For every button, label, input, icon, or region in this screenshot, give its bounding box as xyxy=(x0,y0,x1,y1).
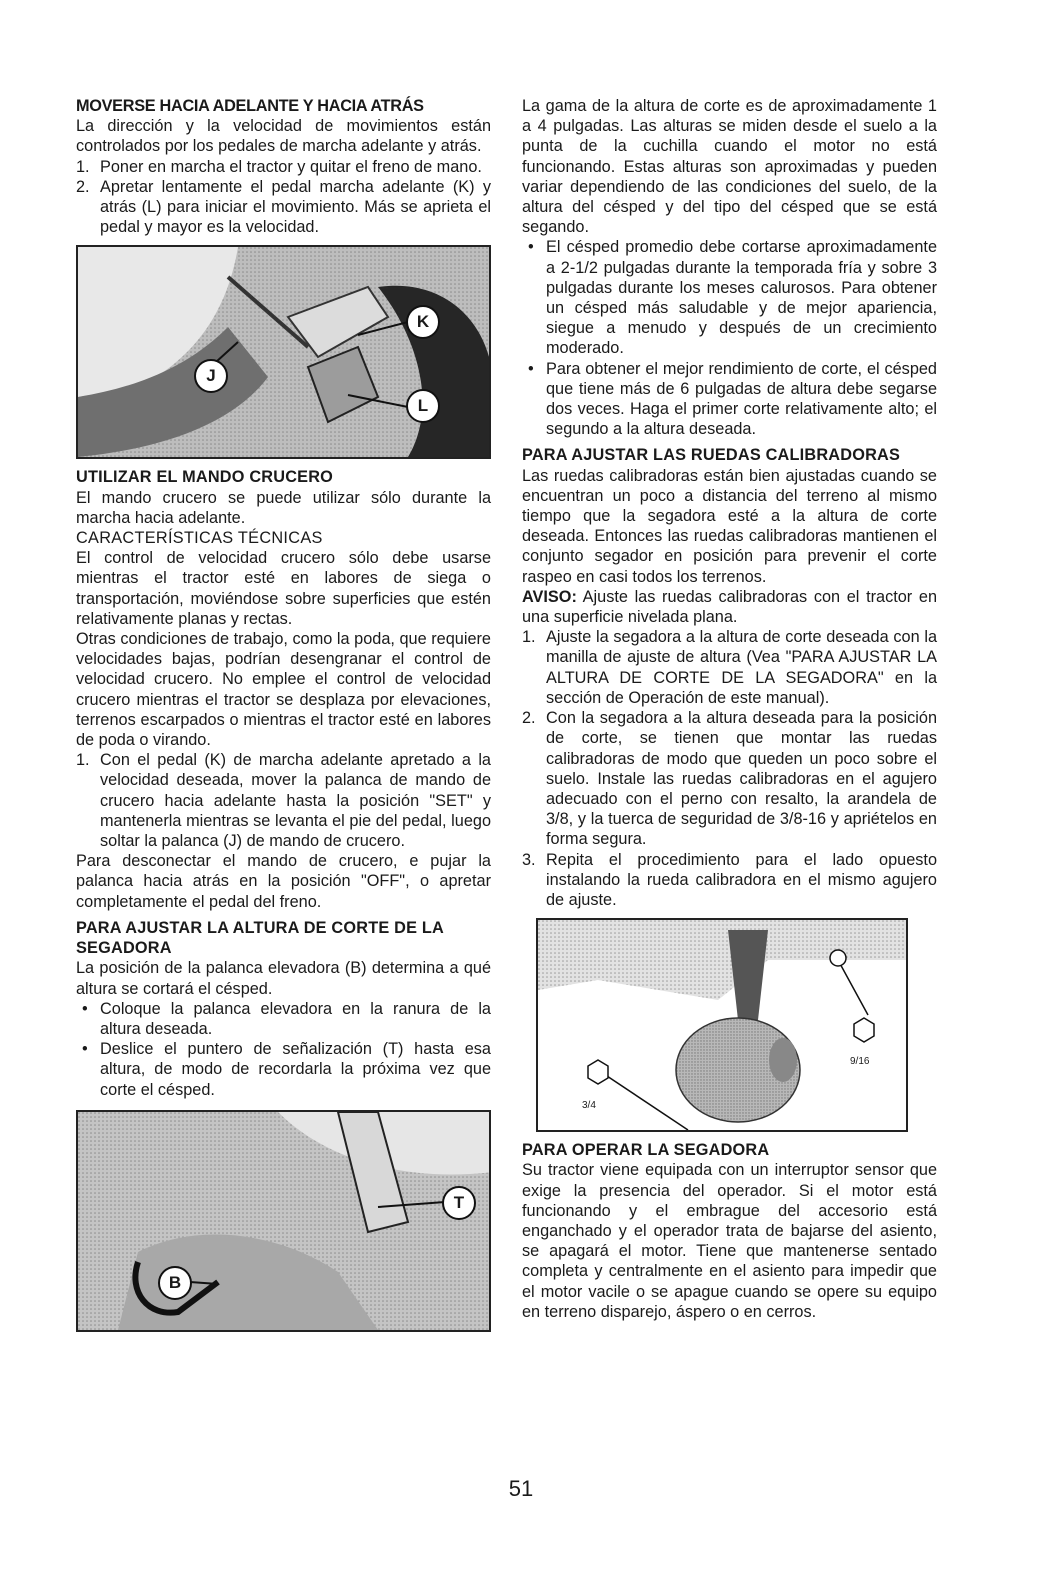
size-label-9-16: 9/16 xyxy=(850,1056,870,1068)
paragraph: Las ruedas calibradoras están bien ajustadas cuando se encuentran un poco a distancia del terreno al mismo tiempo que la segadora esté a la altura de corte deseada. Entonces las ruedas calibradoras mantienen el conjunto segador en posición para prevenir el corte raspeo en casi todos los terrenos. xyxy=(522,466,937,586)
list-item: 1. Ajuste la segadora a la altura de corte deseada con la manilla de ajuste de altura (Vea "PARA AJUSTAR LA ALTURA DE CORTE DE LA SEGADORA" en la sección de Operación de este manual). xyxy=(522,628,937,707)
label-t-callout: T xyxy=(442,1186,476,1220)
label-k-callout: K xyxy=(406,305,440,339)
list-item: 2. Apretar lentamente el pedal marcha adelante (K) y atrás (L) para iniciar el movimiento. Más se aprieta el pedal y mayor es la velocidad. xyxy=(76,177,491,237)
label-j-callout: J xyxy=(194,359,228,393)
paragraph: Para desconectar el mando de crucero, e pujar la palanca hacia atrás en la posición "OFF", o apretar completamente el pedal del freno. xyxy=(76,852,491,911)
section-title-forward-backward: MOVERSE HACIA ADELANTE Y HACIA ATRÁS xyxy=(76,97,424,115)
left-column xyxy=(76,96,491,1340)
bullet-list xyxy=(76,999,491,1100)
steps-list xyxy=(76,157,491,238)
notice-label: AVISO: xyxy=(522,587,577,606)
lift-lever-illustration xyxy=(78,1112,491,1330)
lift-lever-figure xyxy=(76,1110,491,1332)
list-item: • El césped promedio debe cortarse aproximadamente a 2-1/2 pulgadas durante la temporada fría y sobre 3 pulgadas durante los meses calurosos. Para obtener un césped más saludable y de mejor apariencia, siegue a menudo y después de un crecimiento moderado. xyxy=(522,237,937,358)
notice-paragraph xyxy=(522,587,937,627)
bullet-list xyxy=(522,237,937,439)
list-item: 1. Poner en marcha el tractor y quitar el freno de mano. xyxy=(76,157,482,176)
paragraph: La gama de la altura de corte es de aproximadamente 1 a 4 pulgadas. Las alturas se miden desde el suelo a la punta de la cuchilla cuando el motor no está funcionando. Estas alturas son aproximadas y pueden variar dependiendo de las condiciones del suelo, de la altura del césped y del tipo del césped que se está segando. xyxy=(522,97,937,237)
section-title-gauge-wheels: PARA AJUSTAR LAS RUEDAS CALIBRADORAS xyxy=(522,446,901,465)
size-label-3-4: 3/4 xyxy=(582,1100,596,1112)
steps-list xyxy=(522,627,937,910)
paragraph: Su tractor viene equipada con un interruptor sensor que exige la presencia del operador. Si el motor está funcionando y el embrague del accesorio está enganchado y el operador trata de bajarse del asiento, se apagará el motor. Tiene que mantenerse sentado completa y centralmente en el asiento para impedir que el motor vacile o se apague cuando se opere su equipo en terreno disparejo, áspero o en cerros. xyxy=(522,1161,937,1321)
paragraph: La posición de la palanca elevadora (B) determina a qué altura se cortará el césped. xyxy=(76,959,491,998)
pedals-figure xyxy=(76,245,491,459)
notice-text: Ajuste las ruedas calibradoras con el tractor en una superficie nivelada plana. xyxy=(522,587,937,627)
section-title-cruise-control: UTILIZAR EL MANDO CRUCERO xyxy=(76,468,334,487)
page-number: 51 xyxy=(508,1476,534,1501)
paragraph: El control de velocidad crucero sólo debe usarse mientras el tractor esté en labores de siega o transportación, moviéndose sobre superficies que estén relativamente planas y rectas. xyxy=(76,549,491,628)
paragraph: Otras condiciones de trabajo, como la poda, que requiere velocidades bajas, podrían desengranar el control de velocidad crucero. No emplee el control de velocidad crucero mientras el tractor se desplaza por elevaciones, terrenos escarpados o mientras el tractor esté en labores de poda o virando. xyxy=(76,630,491,750)
list-item: • Coloque la palanca elevadora en la ranura de la altura deseada. xyxy=(76,999,491,1039)
list-item: 2. Con la segadora a la altura deseada para la posición de corte, se tienen que montar las ruedas calibradoras de modo que queden un poco sobre el suelo. Instale las ruedas calibradoras en el agujero adecuado con el perno con resalto, la arandela de 3/8, y la tuerca de seguridad de 3/8-16 y apriételos en forma segura. xyxy=(522,709,937,849)
section-title-operate-mower: PARA OPERAR LA SEGADORA xyxy=(522,1141,770,1160)
label-l-callout: L xyxy=(406,389,440,423)
label-b-callout: B xyxy=(158,1266,192,1300)
list-item: • Para obtener el mejor rendimiento de corte, el césped que tiene más de 6 pulgadas de altura debe segarse dos veces. Haga el primer corte relativamente alto; el segundo a la altura deseada. xyxy=(522,359,937,440)
list-item: 3. Repita el procedimiento para el lado opuesto instalando la rueda calibradora en el mismo agujero de ajuste. xyxy=(522,850,937,909)
subtitle-technical: CARACTERÍSTICAS TÉCNICAS xyxy=(76,529,323,548)
list-item: 1. Con el pedal (K) de marcha adelante apretado a la velocidad deseada, mover la palanca de mando de crucero hacia adelante hasta la posición "SET" y mantenerla mientras se levanta el pie del pedal, luego soltar la palanca (J) de mando de crucero. xyxy=(76,751,491,851)
right-column xyxy=(522,96,937,1322)
paragraph: La dirección y la velocidad de movimientos están controlados por los pedales de marcha adelante y atrás. xyxy=(76,117,491,156)
pedals-illustration xyxy=(78,247,491,457)
section-title-cutting-height: PARA AJUSTAR LA ALTURA DE CORTE DE LA SEGADORA xyxy=(76,918,444,958)
list-item: • Deslice el puntero de señalización (T) hasta esa altura, de modo de recordarla la próxima vez que corte el césped. xyxy=(76,1039,491,1100)
gauge-wheel-figure xyxy=(536,918,908,1132)
steps-list xyxy=(76,750,491,851)
paragraph: El mando crucero se puede utilizar sólo durante la marcha hacia adelante. xyxy=(76,488,491,527)
